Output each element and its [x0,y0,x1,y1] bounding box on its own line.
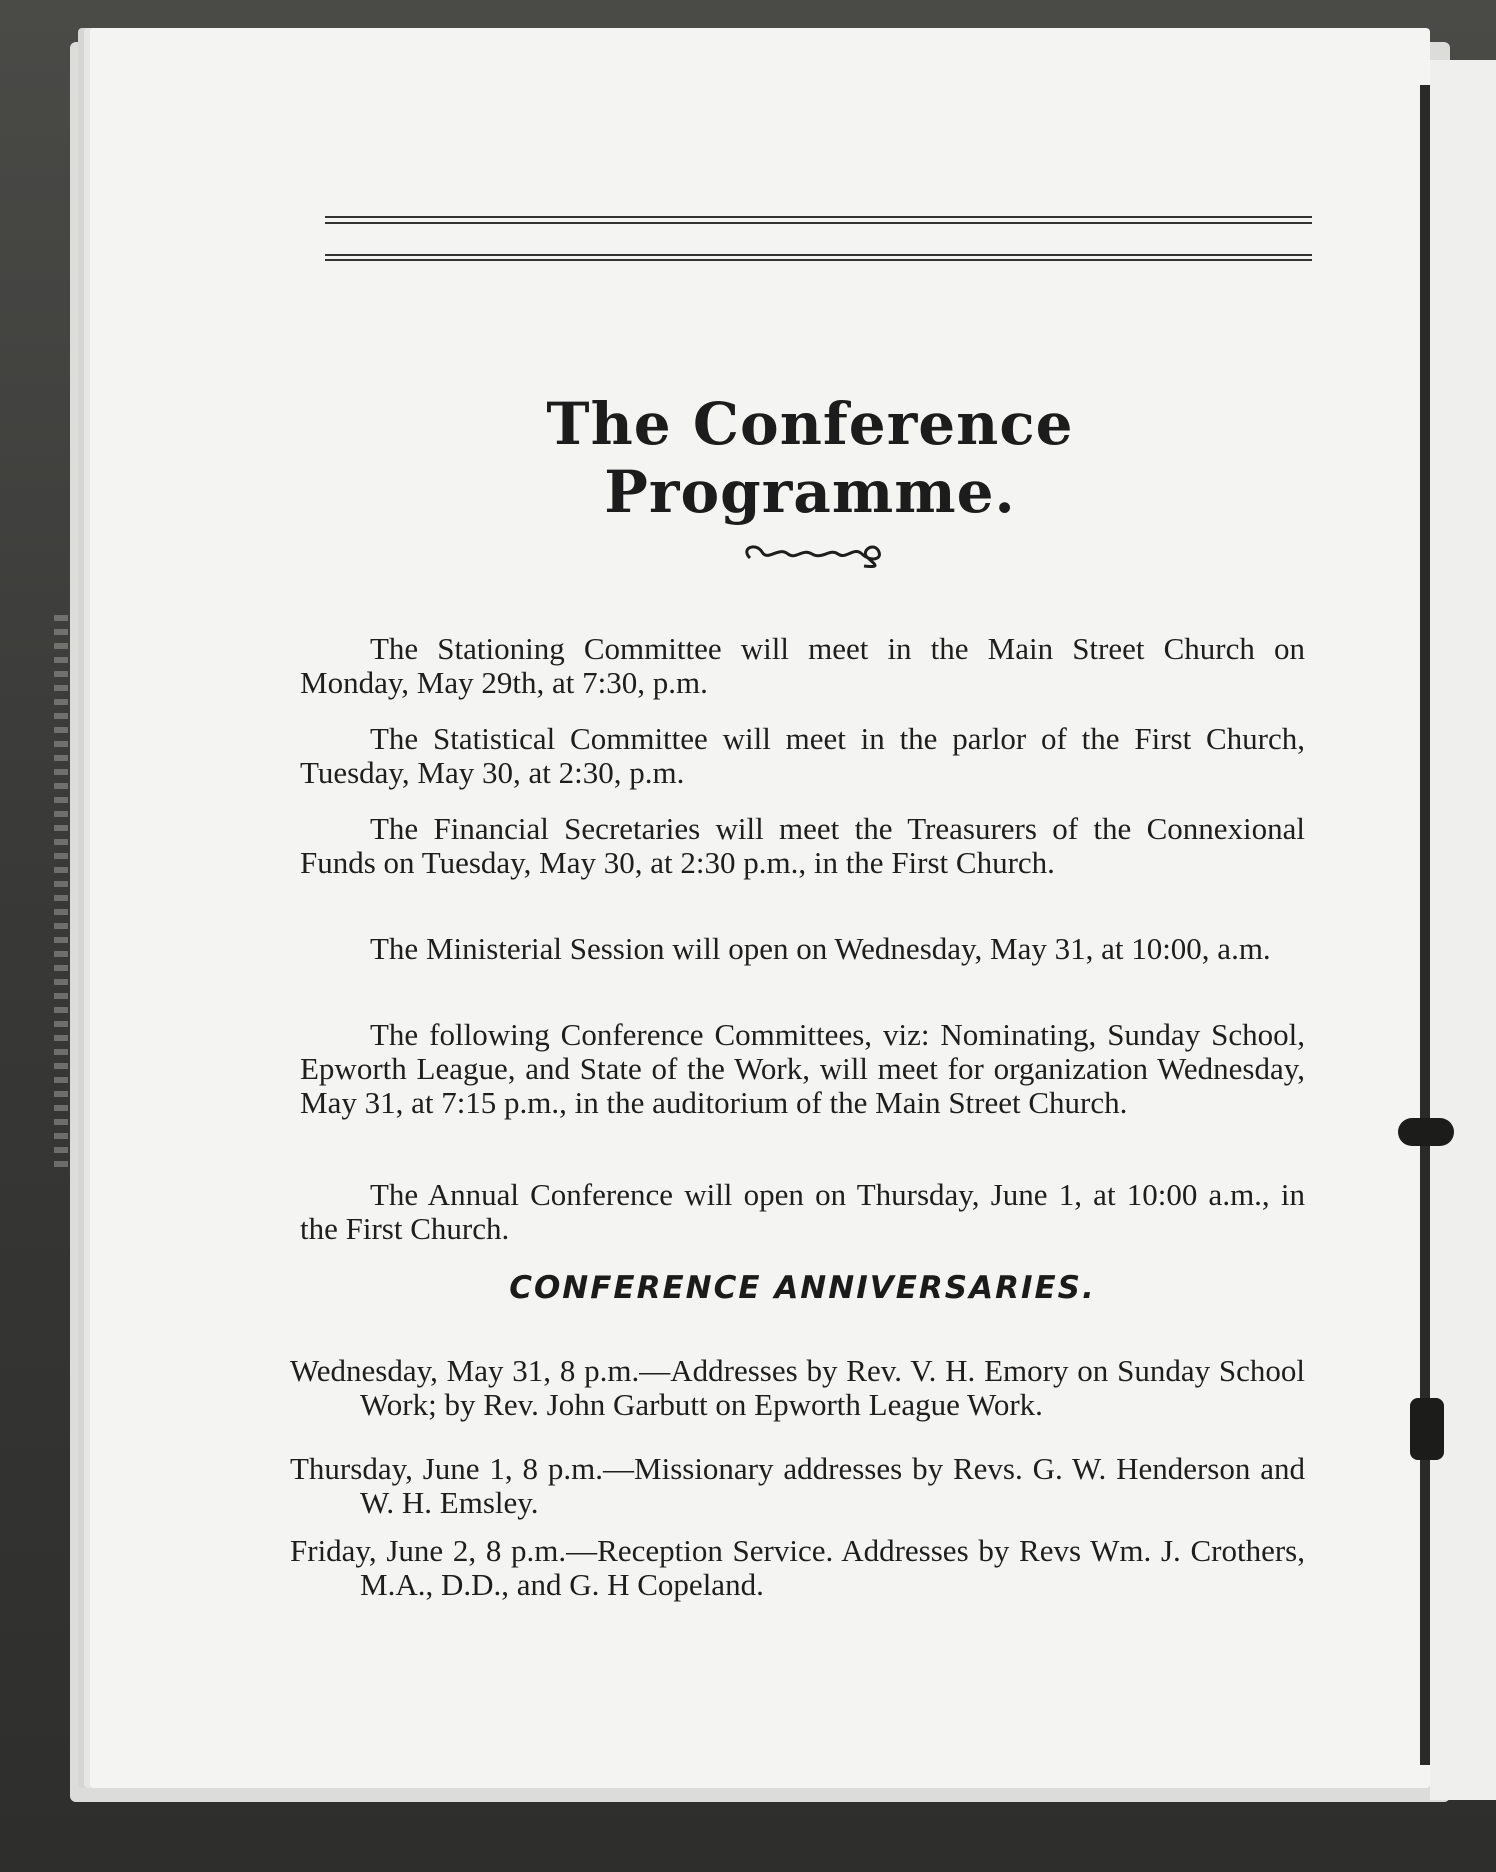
anniversary-item: Wednesday, May 31, 8 p.m.—Addresses by Rev. V. H. Emory on Sunday School Work; by Rev. John Garbutt on Epworth League Work. [290,1353,1305,1422]
ornament-flourish [738,538,888,574]
paragraph-conference-committees: The following Conference Committees, viz: Nominating, Sunday School, Epworth League, and State of the Work, will meet for organization Wednesday, May 31, at 7:15 p.m., in the auditorium of the Main Street Church. [300,1017,1305,1120]
binding-staple-top [1398,1118,1454,1146]
facing-page-edge [1430,60,1496,1800]
anniversary-item: Friday, June 2, 8 p.m.—Reception Service. Addresses by Revs Wm. J. Crothers, M.A., D.D., and G. H Copeland. [290,1533,1305,1602]
header-rule [325,259,1312,261]
anniversary-item: Thursday, June 1, 8 p.m.—Missionary addresses by Revs. G. W. Henderson and W. H. Emsley. [290,1451,1305,1520]
page-title: The Conference Programme. [546,390,1074,526]
paragraph-statistical-committee: The Statistical Committee will meet in the parlor of the First Church, Tuesday, May 30, at 2:30, p.m. [300,721,1305,790]
paragraph-annual-conference: The Annual Conference will open on Thursday, June 1, at 10:00 a.m., in the First Church. [300,1177,1305,1246]
header-rule [325,222,1312,224]
margin-bleed-marks [54,615,68,1175]
header-rule [325,216,1312,218]
paragraph-financial-secretaries: The Financial Secretaries will meet the Treasurers of the Connexional Funds on Tuesday, May 30, at 2:30 p.m., in the First Church. [300,811,1305,880]
section-heading-anniversaries: CONFERENCE ANNIVERSARIES. [509,1270,1096,1306]
paragraph-stationing-committee: The Stationing Committee will meet in the Main Street Church on Monday, May 29th, at 7:30, p.m. [300,631,1305,700]
document-page [90,28,1430,1788]
binding-fold [1420,85,1430,1765]
binding-staple-bottom [1410,1398,1444,1460]
paragraph-ministerial-session: The Ministerial Session will open on Wednesday, May 31, at 10:00, a.m. [370,931,1271,966]
header-rule [325,254,1312,256]
